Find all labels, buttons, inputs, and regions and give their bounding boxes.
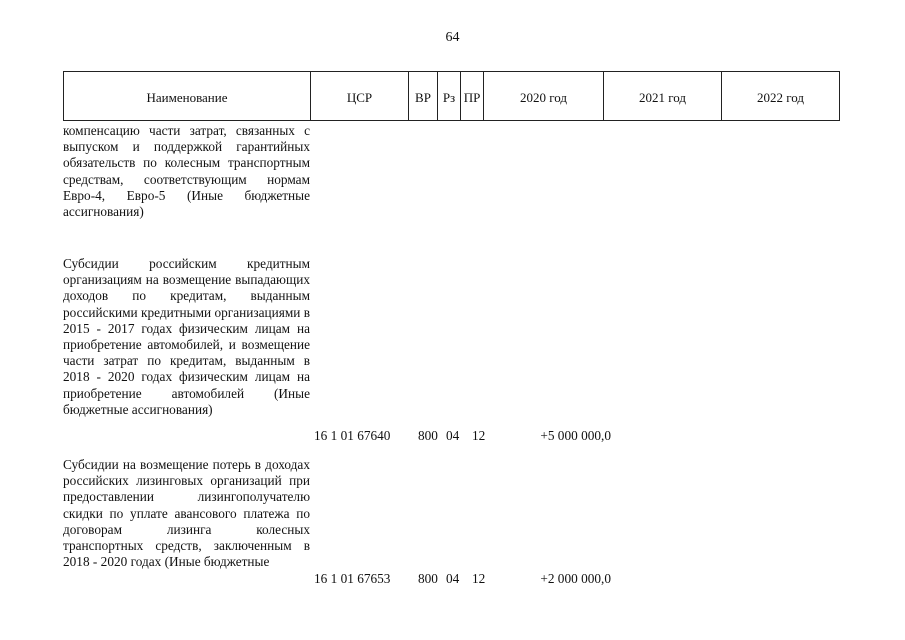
table-row	[63, 123, 840, 243]
header-pr: ПР	[461, 72, 484, 120]
header-name: Наименование	[64, 72, 311, 120]
row-vr: 800	[418, 571, 438, 586]
row-description: Субсидии на возмещение потерь в доходах российских лизинговых организаций при предоставлении лизингополучателю скидки по уплате авансового платежа по договорам лизинга колесных транспортных средств, заключенным в 2018 - 2020 годах (Иные бюджетные	[63, 457, 310, 570]
header-rz: Рз	[438, 72, 461, 120]
header-2021: 2021 год	[604, 72, 722, 120]
row-vr: 800	[418, 428, 438, 443]
header-2020: 2020 год	[484, 72, 604, 120]
row-description: компенсацию части затрат, связанных с выпуском и поддержкой гарантийных обязательств по колесным транспортным средствам, соответствующим нормам Евро-4, Евро-5 (Иные бюджетные ассигнования)	[63, 123, 310, 220]
table-row	[63, 457, 840, 637]
table-header	[63, 71, 840, 121]
row-rz: 04	[446, 571, 460, 586]
row-pr: 12	[472, 428, 486, 443]
table-row	[63, 256, 840, 446]
row-rz: 04	[446, 428, 460, 443]
page-number: 64	[445, 30, 460, 45]
row-pr: 12	[472, 571, 486, 586]
row-csr: 16 1 01 67640	[314, 428, 391, 443]
row-2020: +5 000 000,0	[540, 428, 611, 443]
row-2020: +2 000 000,0	[540, 571, 611, 586]
header-2022: 2022 год	[757, 90, 804, 105]
row-description: Субсидии российским кредитным организациям на возмещение выпадающих доходов по кредитам, выданным российскими кредитными организациями в 2015 - 2017 годах физическим лицам на приобретение автомобилей, и возмещение части затрат по кредитам, выданным в 2018 - 2020 годах физическим лицам на приобретение автомобилей (Иные бюджетные ассигнования)	[63, 256, 310, 417]
header-csr: ЦСР	[311, 72, 409, 120]
row-csr: 16 1 01 67653	[314, 571, 391, 586]
header-vr: ВР	[409, 72, 438, 120]
